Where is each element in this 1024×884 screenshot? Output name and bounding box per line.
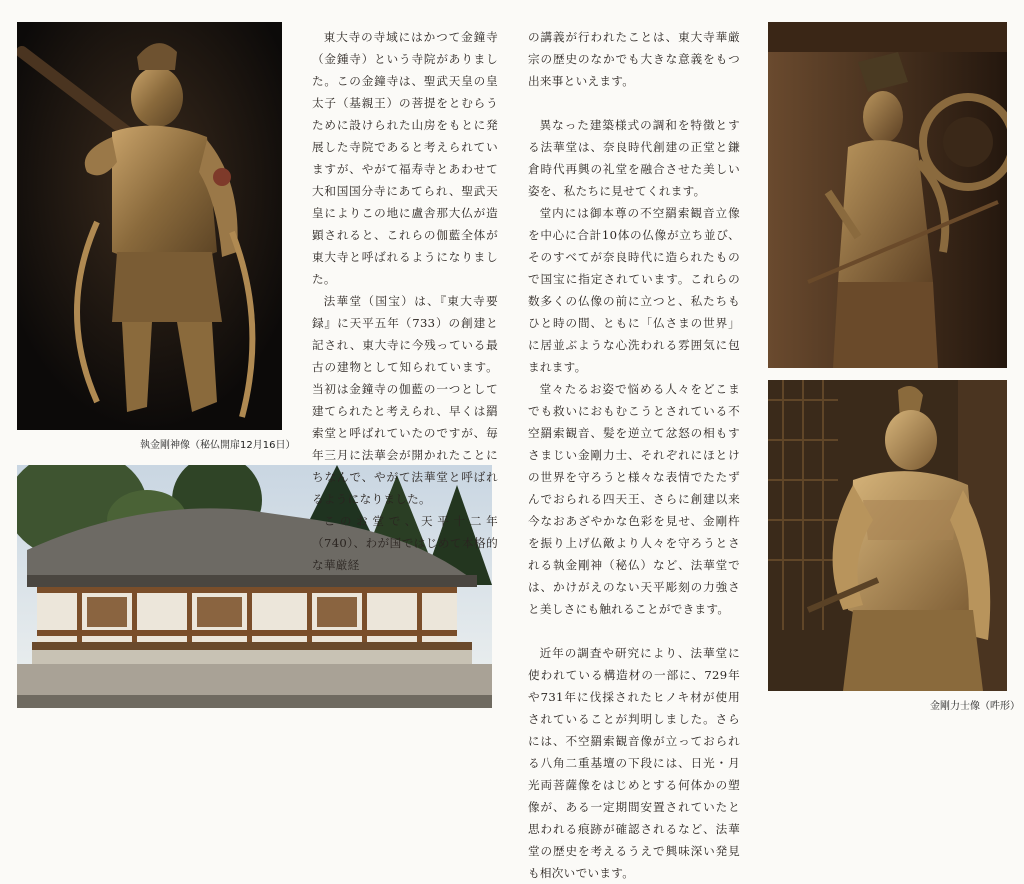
caption-kongorikishi: 金剛力士像（吽形） xyxy=(930,701,1020,712)
paragraph-hokkedo-origin: 法華堂（国宝）は、『東大寺要録』に天平五年（733）の創建と記され、東大寺に今残っている最古の建物として知られています。当初は金鐘寺の伽藍の一つとして建てられたと考えられ、早くは羂索堂と呼ばれていたのですが、毎年三月に法華会が開かれたことにちなんで、やがて法華堂と呼ばれるようになりました。 xyxy=(312,294,498,506)
shukongojin-statue-photo xyxy=(17,22,282,430)
paragraph-architecture: 異なった建築様式の調和を特徴とする法華堂は、奈良時代創建の正堂と鎌倉時代再興の礼堂を融合させた美しい姿を、私たちに見せてくれます。 xyxy=(528,118,740,198)
paragraph-kegon-lecture-start: このお堂で、天平十二年（740）、わが国ではじめて本格的な華厳経 xyxy=(312,514,498,572)
paragraph-statues: 堂々たるお姿で悩める人々をどこまでも救いにおもむこうとされている不空羂索観音、髪を逆立て忿怒の相もすさまじい金剛力士、それぞれにほとけの世界を守ろうと様々な表情でたたずんでおられる四天王、さらに創建以来今なおあざやかな色彩を見せ、金剛杵を振り上げ仏敵より人々を守ろうとされる執金剛神（秘仏）など、法華堂では、かけがえのない天平彫刻の力強さと美しさにも触れることができます。 xyxy=(528,382,740,616)
text-column-2 xyxy=(528,26,740,884)
kannon-statue-photo xyxy=(768,22,1007,368)
statue-kannon-icon xyxy=(768,22,1007,368)
caption-shukongojin: 執金剛神像（秘仏開扉12月16日） xyxy=(140,440,296,451)
statue-shukongojin-icon xyxy=(17,22,282,430)
kongorikishi-statue-photo xyxy=(768,380,1007,691)
text-column-1 xyxy=(312,26,498,576)
paragraph-konshoji: 東大寺の寺域にはかつて金鐘寺（金鍾寺）という寺院がありました。この金鐘寺は、聖武天皇の皇太子（基親王）の菩提をとむらうために設けられた山房をもとに発展した寺院であると考えられていますが、やがて福寿寺とあわせて大和国国分寺にあてられ、聖武天皇によりこの地に盧舎那大仏が造顕されると、これらの伽藍全体が東大寺と呼ばれるようになりました。 xyxy=(312,30,498,286)
statue-kongorikishi-icon xyxy=(768,380,1007,691)
paragraph-buddhas: 堂内には御本尊の不空羂索観音立像を中心に合計10体の仏像が立ち並び、そのすべてが奈良時代に造られたもので国宝に指定されています。これらの数多くの仏像の前に立つと、私たちもひと時の間、ともに「仏さまの世界」に居並ぶような心洗われる雰囲気に包まれます。 xyxy=(528,206,740,374)
paragraph-kegon-lecture-cont: の講義が行われたことは、東大寺華厳宗の歴史のなかでも大きな意義をもつ出来事といえます。 xyxy=(528,30,740,88)
paragraph-research: 近年の調査や研究により、法華堂に使われている構造材の一部に、729年や731年に伐採されたヒノキ材が使用されていることが判明しました。さらには、不空羂索観音像が立っておられる八角二重基壇の下段には、日光・月光両菩薩像をはじめとする何体かの塑像が、ある一定期間安置されていたと思われる痕跡が確認されるなど、法華堂の歴史を考えるうえで興味深い発見も相次いでいます。 xyxy=(528,646,740,880)
